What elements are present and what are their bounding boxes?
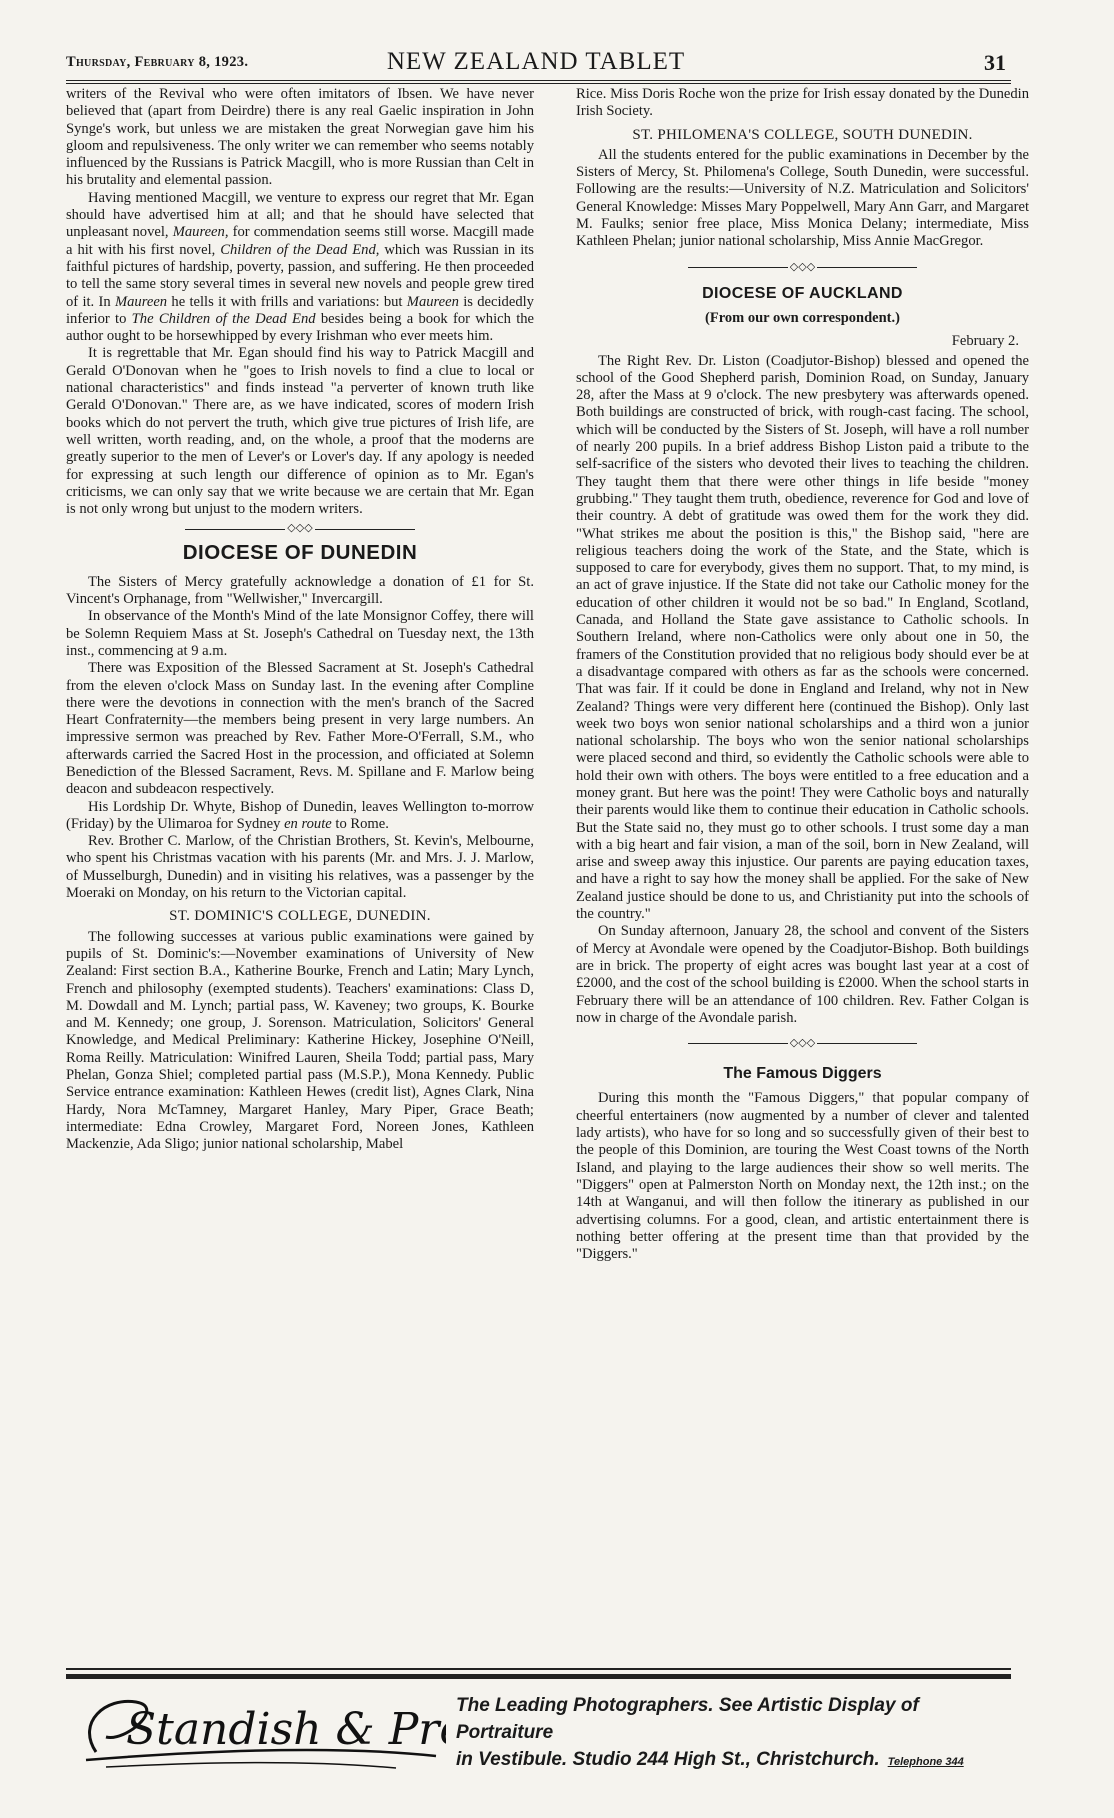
section-heading-dunedin: DIOCESE OF DUNEDIN xyxy=(182,541,418,565)
advertisement-footer xyxy=(66,1682,1011,1792)
dateline: February 2. xyxy=(951,333,1019,350)
script-logo-icon xyxy=(66,1682,446,1782)
masthead-title: NEW ZEALAND TABLET xyxy=(386,48,686,75)
news-paragraph: On Sunday afternoon, January 28, the school and convent of the Sisters of Mercy at Avondale were opened by the Coadjutor-Bishop. Both buildings are in brick. The property of eight acres was bought last year at a cost of £2000, and the cost of the school building is £2000. When the school starts in February there will be an attendance of 100 children. Rev. Father Colgan is now in charge of the Avondale parish. xyxy=(576,923,1029,1026)
news-paragraph: During this month the "Famous Diggers," that popular company of cheerful entertainers (now augmented by a number of clever and talented lady artists), who have for so long and so successfully given of their best to the people of this Dominion, are touring the West Coast towns of the North Island, and playing to the large audiences their show so well merits. The "Diggers" open at Palmerston North on Monday next, the 12th inst.; on the 14th at Wanganui, and will then follow the itinerary as published in our advertising columns. For a good, clean, and artistic entertainment there is nothing better offering at the present time than that provided by the "Diggers." xyxy=(576,1090,1029,1263)
advertisement-text xyxy=(456,1692,1011,1776)
article-paragraph: Having mentioned Macgill, we venture to express our regret that Mr. Egan should have advertised him at all; and that he should have selected that unpleasant novel, Maureen, for commendation seems still worse. Macgill made a hit with his first novel, Children of the Dead End, which was Russian in its faithful pictures of hardship, poverty, passion, and suffering. He then proceeded to tell the same story several times in several new novels and people grew tired of it. In Maureen he tells it with frills and variations: but Maureen is decidedly inferior to The Children of the Dead End besides being a book for which the author ought to be horsewhipped by every Irishman who ever meets him. xyxy=(66,189,535,345)
news-paragraph: His Lordship Dr. Whyte, Bishop of Dunedin, leaves Wellington to-morrow (Friday) by the Ulimaroa for Sydney en route to Rome. xyxy=(66,798,534,832)
section-heading-diggers: The Famous Diggers xyxy=(723,1065,882,1083)
article-paragraph: It is regrettable that Mr. Egan should find his way to Patrick Macgill and Gerald O'Donovan when he "goes to Irish novels to find a clue to local or national characteristics" and finds instead "a perverter of known truth like Gerald O'Donovan." There are, as we have indicated, scores of modern Irish books which do not pervert the truth, which give true pictures of Irish life, are well written, worth reading, and, on the whole, a proof that the moderns are greatly superior to the men of Lever's or Lover's day. If any apology is needed for expressing at such length our difference of opinion as to Mr. Egan's criticisms, we can only say that we write because we are certain that Mr. Egan is not only wrong but unjust to the modern writers. xyxy=(66,345,534,518)
ad-line: in Vestibule. Studio 244 High St., Christchurch. Telephone 344 xyxy=(456,1749,964,1770)
section-divider: ◇◇◇ xyxy=(66,520,534,534)
ad-line: The Leading Photographers. See Artistic Display of Portraiture xyxy=(456,1695,919,1743)
standish-preece-logo xyxy=(66,1682,446,1782)
footer-rule-thick xyxy=(66,1674,1011,1679)
news-paragraph: The Right Rev. Dr. Liston (Coadjutor-Bishop) blessed and opened the school of the Good Shepherd parish, Dominion Road, on Sunday, January 28, after the Mass at 9 o'clock. The new presbytery was afterwards opened. Both buildings are constructed of brick, with rough-cast facing. The school, which will be conducted by the Sisters of St. Joseph, will have a roll number of nearly 200 pupils. In a brief address Bishop Liston paid a tribute to the self-sacrifice of the sisters who devoted their lives to teaching the children. They taught them that there were other things in life beside "money grubbing." They taught them truth, obedience, reverence for God and love of their country. A debt of gratitude was owed them for the work they did. "What strikes me about the position is this," the Bishop said, "here are religious teachers doing the work of the State, and the State, which is supposed to care for everybody, gives them no support. That, to my mind, is an act of grave injustice. If the State did not take our Catholic money for the education of other children it would not be so bad." In England, Scotland, Canada, and Holland the State gave assistance to Catholic schools. In Southern Ireland, where non-Catholics were only about one in 50, the framers of the Constitution provided that no religious body should ever be at a disadvantage compared with others as far as the schools were concerned. That was fair. If it could be done in England and Ireland, why not in New Zealand? Things were very different here (continued the Bishop). Only last week two boys won senior national scholarships and a third won a junior national scholarship. The boys who won the senior national scholarships were placed second and third, so evidently the Catholic schools were able to hold their own with others. The boys were entitled to a free education and a money grant. But here was the point! They were Catholic boys and naturally their parents would like them to continue their education in Catholic schools. But the State said no, they must go to other schools. I trust some day a man with a big heart and fair vision, a man of the soil, born in New Zealand, will arise and sweep away this injustice. Our parents are paying education taxes, and have a right to say how the money shall be applied. For the sake of New Zealand justice should be done to us, and Christianity put into the schools of the country." xyxy=(576,352,1029,923)
header-rule xyxy=(66,80,1011,84)
correspondent-line: (From our own correspondent.) xyxy=(705,309,900,326)
news-paragraph: The Sisters of Mercy gratefully acknowledge a donation of £1 for St. Vincent's Orphanage, from "Wellwisher," Invercargill. xyxy=(66,573,534,608)
section-divider: ◇◇◇ xyxy=(576,259,1029,273)
news-paragraph: In observance of the Month's Mind of the late Monsignor Coffey, there will be Solemn Requiem Mass at St. Joseph's Cathedral on Tuesday next, the 13th inst., commencing at 9 a.m. xyxy=(66,608,534,659)
section-heading-auckland: DIOCESE OF AUCKLAND xyxy=(702,284,903,302)
news-paragraph: Rice. Miss Doris Roche won the prize for Irish essay donated by the Dunedin Irish Society. xyxy=(576,86,1029,120)
page-header xyxy=(66,48,1006,82)
telephone-label: Telephone 344 xyxy=(887,1756,964,1768)
news-paragraph: All the students entered for the public examinations in December by the Sisters of Mercy, St. Philomena's College, South Dunedin, were successful. Following are the results:—University of N.Z. Matriculation and Solicitors' General Knowledge: Misses Mary Poppelwell, Mary Ann Garr, and Margaret M. Faulks; senior free place, Miss Monica Delany; intermediate, Miss Kathleen Phelan; junior national scholarship, Miss Annie MacGregor. xyxy=(576,146,1029,250)
news-paragraph: Rev. Brother C. Marlow, of the Christian Brothers, St. Kevin's, Melbourne, who spent his Christmas vacation with his parents (Mr. and Mrs. J. J. Marlow, of Musselburgh, Dunedin) and in visiting his relatives, was a passenger by the Moeraki on Monday, on his return to the Victorian capital. xyxy=(66,833,534,902)
news-paragraph: There was Exposition of the Blessed Sacrament at St. Joseph's Cathedral from the eleven o'clock Mass on Sunday last. In the evening after Compline there were the devotions in connection with the men's branch of the Sacred Heart Confraternity—the members being present in very large numbers. An impressive sermon was preached by Rev. Father More-O'Ferrall, S.M., who afterwards carried the Sacred Host in the procession, and officiated at Solemn Benediction of the Blessed Sacrament, Revs. M. Spillane and F. Marlow being deacon and subdeacon respectively. xyxy=(66,660,534,798)
section-divider: ◇◇◇ xyxy=(576,1035,1029,1049)
subheading-st-philomenas: ST. PHILOMENA'S COLLEGE, SOUTH DUNEDIN. xyxy=(632,126,973,143)
news-paragraph: The following successes at various public examinations were gained by pupils of St. Dominic's:—November examinations of University of New Zealand: First section B.A., Katherine Bourke, French and Latin; Mary Lynch, French and philosophy (exempted students). Teachers' examinations: Class D, M. Dowdall and M. Lynch; partial pass, W. Kaveney; two groups, K. Bourke and M. Kennedy; one group, J. Sorenson. Matriculation, Solicitors' General Knowledge, and Medical Preliminary: Katherine Hickey, Josephine O'Neill, Roma Reilly. Matriculation: Winifred Lauren, Sheila Todd; partial pass, Mary Phelan, Gonza Shiel; completed partial pass (M.S.P.), Mona Kennedy. Public Service entrance examination: Kathleen Hewes (credit list), Agnes Clark, Nina Hardy, Nora McTamney, Margaret Hanley, Mary Piper, Grace Beath; intermediate: Edna Crowley, Margaret Ford, Noreen Jones, Kathleen Mackenzie, Ada Sligo; junior national scholarship, Mabel xyxy=(66,928,534,1153)
article-paragraph: writers of the Revival who were often imitators of Ibsen. We have never believed that (apart from Deirdre) there is any real Gaelic inspiration in John Synge's work, but unless we are mistaken the great Norwegian gave him his gloom and repulsiveness. The only writer we can remember who seems notably influenced by the Russians is Patrick Macgill, who is more Russian than Celt in his brutality and elemental passion. xyxy=(66,86,534,189)
svg-text:Standish & Preece: Standish & Pr xyxy=(126,1704,440,1755)
page-number: 31 xyxy=(984,50,1006,75)
issue-date: Thursday, February 8, 1923. xyxy=(66,54,249,70)
footer-rule xyxy=(66,1668,1011,1670)
left-column xyxy=(66,86,534,1154)
subheading-st-dominics: ST. DOMINIC'S COLLEGE, DUNEDIN. xyxy=(169,908,431,925)
right-column xyxy=(576,86,1029,1263)
